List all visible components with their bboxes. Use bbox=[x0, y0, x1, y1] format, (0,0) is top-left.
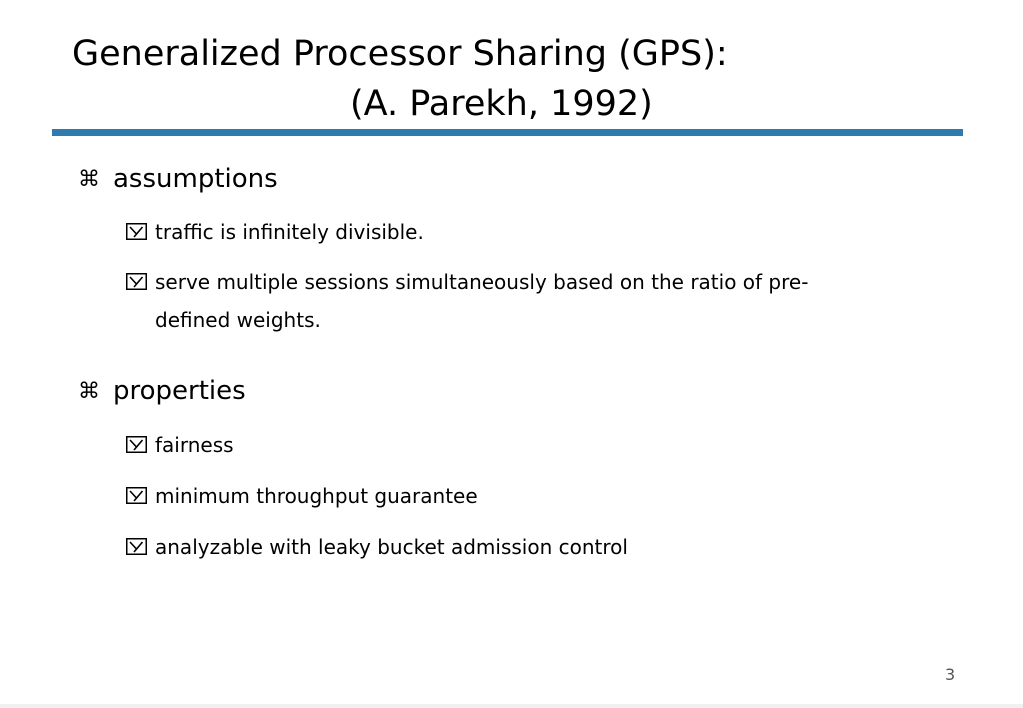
slide-bottom-edge bbox=[0, 704, 1023, 708]
section-heading: properties bbox=[113, 376, 246, 406]
title-divider bbox=[52, 129, 963, 136]
list-item-text: fairness bbox=[155, 433, 234, 457]
checkbox-icon bbox=[126, 436, 147, 453]
checkbox-icon bbox=[126, 223, 147, 240]
command-key-icon: ⌘ bbox=[78, 167, 100, 192]
section-assumptions bbox=[78, 162, 278, 197]
section-properties bbox=[78, 374, 246, 409]
list-item bbox=[126, 213, 956, 251]
list-item bbox=[126, 263, 956, 339]
list-item-text: minimum throughput guarantee bbox=[155, 484, 478, 508]
list-item-text: analyzable with leaky bucket admission control bbox=[155, 535, 628, 559]
checkbox-icon bbox=[126, 487, 147, 504]
checkbox-icon bbox=[126, 273, 147, 290]
page-number: 3 bbox=[945, 665, 956, 684]
list-item-text: serve multiple sessions simultaneously based on the ratio of pre- bbox=[155, 270, 809, 294]
checkbox-icon bbox=[126, 538, 147, 555]
list-item bbox=[126, 426, 956, 464]
list-item bbox=[126, 528, 956, 566]
slide-title-line2: (A. Parekh, 1992) bbox=[350, 84, 653, 124]
slide-title-line1: Generalized Processor Sharing (GPS): bbox=[72, 34, 728, 74]
list-item-text: traffic is infinitely divisible. bbox=[155, 220, 424, 244]
section-heading: assumptions bbox=[113, 164, 278, 194]
list-item-text-continued: defined weights. bbox=[155, 308, 321, 332]
command-key-icon: ⌘ bbox=[78, 379, 100, 404]
list-item bbox=[126, 477, 956, 515]
